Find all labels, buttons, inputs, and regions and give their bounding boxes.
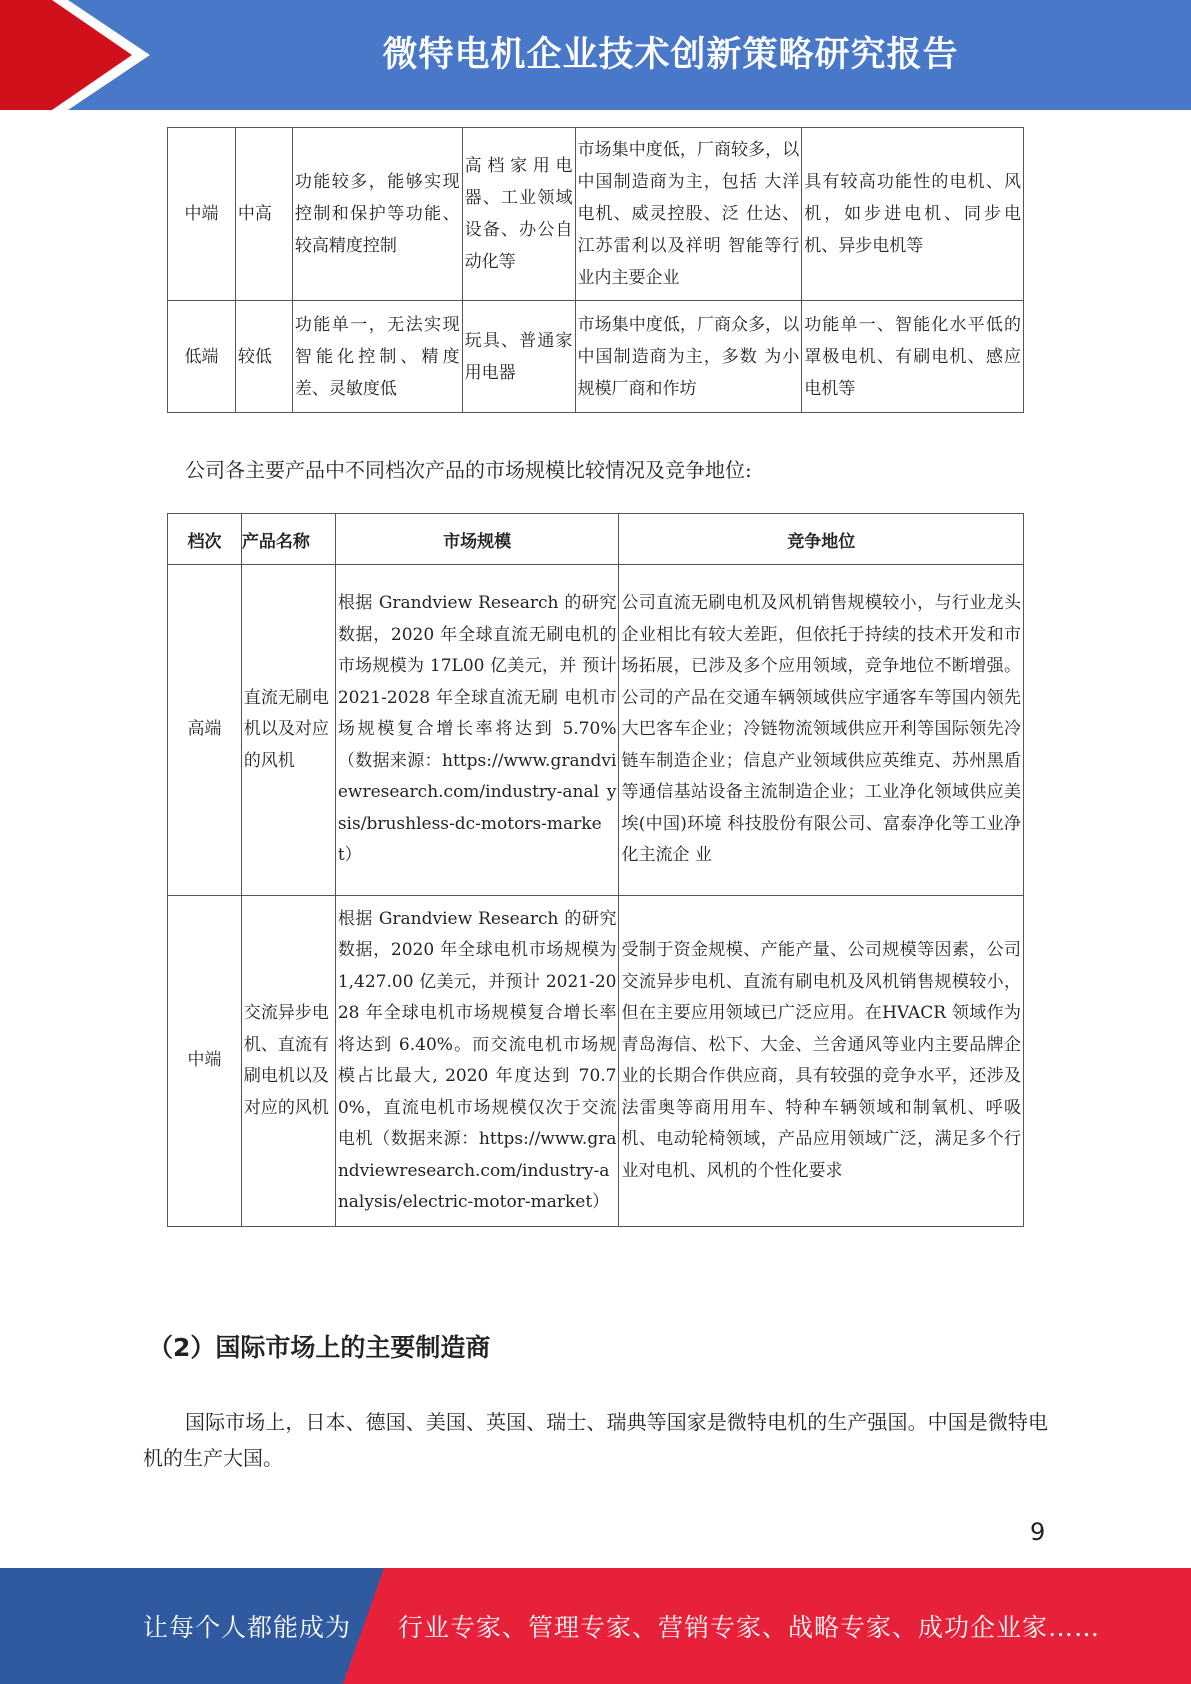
section-heading: （2）国际市场上的主要制造商 [148, 1333, 491, 1362]
intro-text: 公司各主要产品中不同档次产品的市场规模比较情况及竞争地位: [185, 458, 752, 482]
page-number: 9 [1030, 1518, 1046, 1546]
market-cell: 市场集中度低，厂商众多，以中国制造商为主，多数 为小规模厂商和作坊 [575, 301, 802, 413]
report-title: 微特电机企业技术创新策略研究报告 [382, 35, 959, 75]
table-header-row [168, 514, 1024, 565]
function-cell: 功能单一，无法实现智能化控制、精度差、灵敏度低 [292, 301, 462, 413]
market-cell: 市场集中度低，厂商较多，以中国制造商为主，包括 大洋电机、威灵控股、泛 仕达、江苏雷利以及祥明 智能等行业内主要企业 [575, 128, 802, 301]
tier-table [167, 127, 1024, 413]
table-row [168, 896, 1024, 1227]
page-footer [0, 1568, 1191, 1684]
footer-slogan-left: 让每个人都能成为 [143, 1613, 352, 1642]
product-cell: 直流无刷电机以及对应的风机 [241, 565, 335, 896]
product-cell: 交流异步电机、直流有刷电机以及对应的风机 [241, 896, 335, 1227]
table-row [168, 128, 1024, 301]
application-cell: 高档家用电器、工业领域设备、办公自动化等 [462, 128, 575, 301]
tier-cell: 中端 [168, 128, 236, 301]
header-market-size: 市场规模 [335, 514, 619, 565]
page-header [0, 0, 1191, 110]
header-position: 竞争地位 [619, 514, 1024, 565]
market-size-cell: 根据 Grandview Research 的研究数据，2020 年全球电机市场规模为 1,427.00 亿美元，并预计 2021-2028 年全球电机市场规模复合增长率将达到 6.40%。而交流电机市场规模占比最大, 2020 年度达到 70.70%，直流电机市场规模仅次于交流电机（数据来源：https://www.grandviewresearch.com/industry-analysis/electric-motor-market） [335, 896, 619, 1227]
level-cell: 较低 [235, 301, 292, 413]
header-arrow-icon [0, 0, 150, 110]
header-tier: 档次 [168, 514, 242, 565]
position-cell: 受制于资金规模、产能产量、公司规模等因素，公司交流异步电机、直流有刷电机及风机销售规模较小，但在主要应用领域已广泛应用。在HVACR 领域作为青岛海信、松下、大金、兰舍通风等业内主要品牌企业的长期合作供应商，具有较强的竞争水平，还涉及法雷奥等商用用车、特种车辆领域和制氧机、呼吸机、电动轮椅领域，产品应用领域广泛，满足多个行业对电机、风机的个性化要求 [619, 896, 1024, 1227]
market-size-cell: 根据 Grandview Research 的研究数据，2020 年全球直流无刷电机的市场规模为 17L00 亿美元，并 预计 2021-2028 年全球直流无刷 电机市场规模复合增长率将达到 5.70%（数据来源：https://www.grandviewresearch.com/industry-anal ysis/brushless-dc-motors-market） [335, 565, 619, 896]
body-paragraph: 国际市场上，日本、德国、美国、英国、瑞士、瑞典等国家是微特电机的生产强国。中国是微特电机的生产大国。 [143, 1410, 1048, 1470]
products-cell: 具有较高功能性的电机、风机，如步进电机、同步电机、异步电机等 [802, 128, 1024, 301]
tier-cell: 中端 [168, 896, 242, 1227]
application-cell: 玩具、普通家用电器 [462, 301, 575, 413]
table-row [168, 565, 1024, 896]
tier-cell: 低端 [168, 301, 236, 413]
header-product: 产品名称 [241, 514, 335, 565]
level-cell: 中高 [235, 128, 292, 301]
function-cell: 功能较多，能够实现控制和保护等功能、较高精度控制 [292, 128, 462, 301]
footer-slogan-right: 行业专家、管理专家、营销专家、战略专家、成功企业家…… [398, 1613, 1101, 1642]
products-cell: 功能单一、智能化水平低的罩极电机、有刷电机、感应电机等 [802, 301, 1024, 413]
product-table [167, 513, 1024, 1227]
table-row [168, 301, 1024, 413]
position-cell: 公司直流无刷电机及风机销售规模较小，与行业龙头企业相比有较大差距，但依托于持续的技术开发和市场拓展，已涉及多个应用领域，竞争地位不断增强。公司的产品在交通车辆领域供应宇通客车等国内领先大巴客车企业；冷链物流领域供应开利等国际领先冷链车制造企业；信息产业领域供应英维克、苏州黑盾等通信基站设备主流制造企业；工业净化领域供应美埃(中国)环境 科技股份有限公司、富泰净化等工业净化主流企 业 [619, 565, 1024, 896]
tier-cell: 高端 [168, 565, 242, 896]
